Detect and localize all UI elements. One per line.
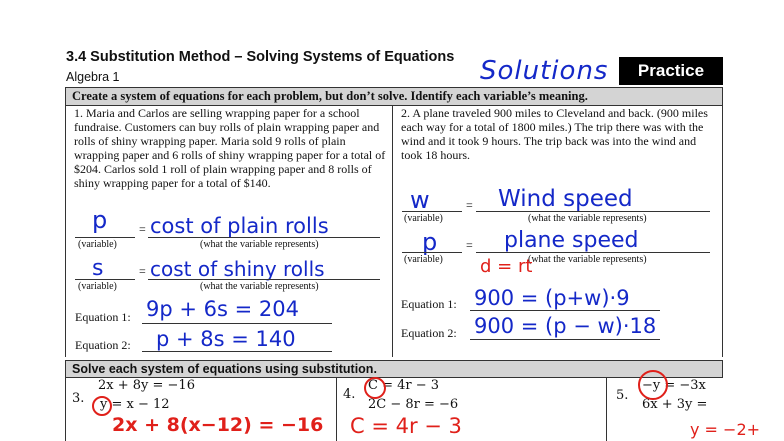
problem-4-number: 4. (343, 387, 356, 402)
meaning-line (476, 211, 710, 212)
meaning-line (148, 237, 380, 238)
problem-4-equation-1: C = 4r − 3 (368, 378, 440, 393)
problem-5-equation-1: −y = −3x (642, 378, 706, 393)
equals-sign: = (139, 264, 146, 278)
problem-1-meaning-1: cost of plain rolls (150, 214, 329, 238)
variable-caption: (variable) (404, 254, 443, 265)
formula-note: d = rt (480, 256, 533, 277)
circle-annotation (92, 396, 112, 416)
problem-1-variable-2: s (92, 256, 104, 281)
problem-3-equation-1: 2x + 8y = −16 (98, 378, 195, 393)
left-border (65, 378, 66, 441)
left-border (65, 87, 66, 357)
represents-caption: (what the variable represents) (528, 254, 647, 265)
equation-2-label: Equation 2: (401, 326, 457, 340)
problem-5-number: 5. (616, 388, 629, 403)
represents-caption: (what the variable represents) (200, 239, 319, 250)
variable-line (402, 252, 462, 253)
meaning-line (476, 252, 710, 253)
problem-2-equation-1: 900 = (p+w)·9 (474, 286, 630, 310)
equation-1-label: Equation 1: (401, 297, 457, 311)
equation-line (470, 339, 660, 340)
variable-line (75, 279, 135, 280)
problem-3-work: 2x + 8(x−12) = −16 (112, 414, 324, 436)
instruction-bar: Create a system of equations for each problem, but don’t solve. Identify each variable’s meaning. (65, 87, 723, 106)
variable-caption: (variable) (404, 213, 443, 224)
right-border (722, 87, 723, 357)
problem-1-equation-2: p + 8s = 140 (156, 327, 296, 351)
problem-3-number: 3. (72, 391, 85, 406)
problem-2-variable-2: p (422, 228, 438, 256)
worksheet-title: 3.4 Substitution Method – Solving Systems of Equations (66, 49, 455, 65)
problem-2-meaning-2: plane speed (504, 228, 639, 253)
equation-line (142, 323, 332, 324)
circle-annotation (638, 370, 668, 400)
variable-line (75, 237, 135, 238)
practice-badge: Practice (619, 57, 723, 85)
column-divider (606, 378, 607, 441)
variable-line (402, 211, 462, 212)
problem-1-variable-1: p (92, 206, 108, 234)
problem-3-equation-2: y = x − 12 (100, 397, 170, 412)
solutions-handwritten-note: Solutions (480, 56, 609, 86)
problem-5-work: y = −2+ (690, 420, 761, 439)
problem-2-variable-1: w (410, 186, 430, 214)
equation-line (470, 310, 660, 311)
problem-4-equation-2: 2C − 8r = −6 (368, 397, 459, 412)
equals-sign: = (466, 198, 473, 212)
problem-1-meaning-2: cost of shiny rolls (150, 257, 325, 281)
represents-caption: (what the variable represents) (528, 213, 647, 224)
problem-5-equation-2: 6x + 3y = (642, 397, 708, 412)
variable-caption: (variable) (78, 239, 117, 250)
course-name: Algebra 1 (66, 70, 120, 84)
problem-2-equation-2: 900 = (p − w)·18 (474, 314, 657, 338)
equals-sign: = (466, 238, 473, 252)
equation-line (142, 351, 332, 352)
equation-2-label: Equation 2: (75, 338, 131, 352)
meaning-line (148, 279, 380, 280)
problem-2-text: 2. A plane traveled 900 miles to Cleveland and back. (900 miles each way for a total of 1800 miles.) The trip there was with the wind and it took 9 hours. The trip back was into the wind and took 18 hours. (401, 106, 708, 162)
problem-1-equation-1: 9p + 6s = 204 (146, 297, 299, 321)
problem-2-meaning-1: Wind speed (498, 186, 633, 212)
column-divider (392, 105, 393, 357)
represents-caption: (what the variable represents) (200, 281, 319, 292)
equals-sign: = (139, 222, 146, 236)
equation-1-label: Equation 1: (75, 310, 131, 324)
column-divider (336, 378, 337, 441)
variable-caption: (variable) (78, 281, 117, 292)
problem-4-work: C = 4r − 3 (350, 414, 462, 438)
circle-annotation (364, 377, 386, 399)
section-2-header: Solve each system of equations using substitution. (65, 360, 723, 378)
problem-1-text: 1. Maria and Carlos are selling wrapping paper for a school fundraise. Customers can buy rolls of plain wrapping paper and rolls of shiny wrapping paper. Maria sold 9 rolls of plain wrapping paper and 6 rolls of shiny wrapping paper for a total of $204. Carlos sold 1 roll of plain wrapping paper and 8 rolls of shiny wrapping paper for a total of $140. (74, 106, 386, 190)
